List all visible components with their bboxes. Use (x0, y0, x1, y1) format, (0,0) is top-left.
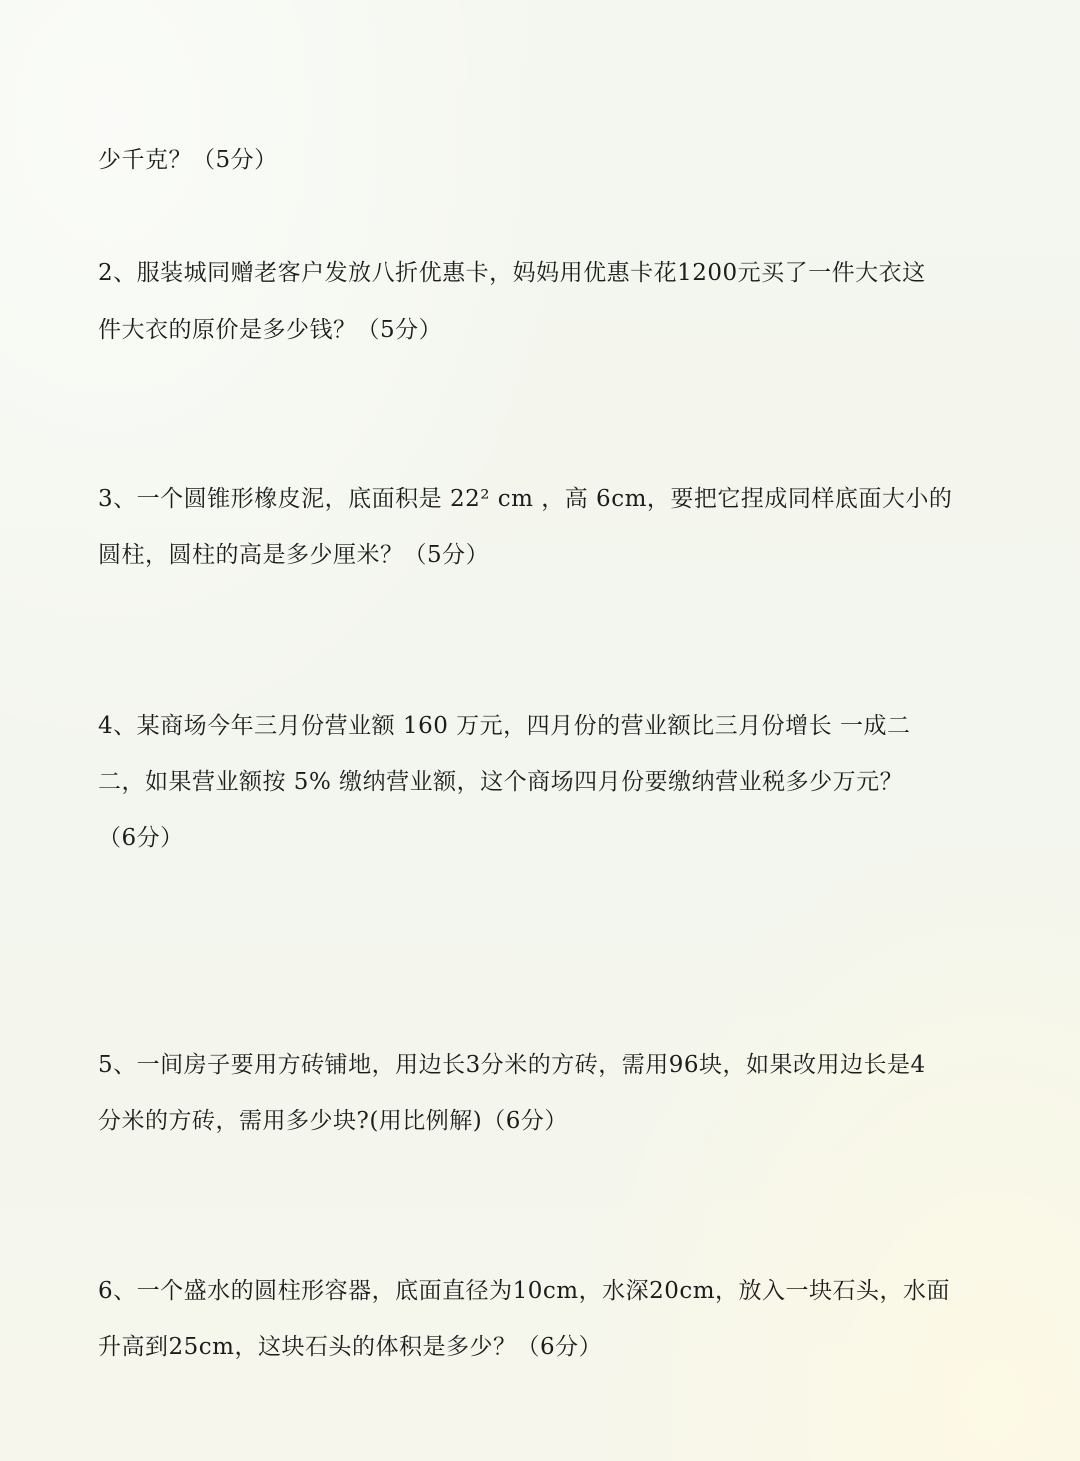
question-6-line-2: 升高到25cm，这块石头的体积是多少？（6分） (98, 1334, 603, 1360)
question-5-line-1: 5、一间房子要用方砖铺地，用边长3分米的方砖，需用96块，如果改用边长是4 (98, 1052, 926, 1078)
question-3-line-2: 圆柱，圆柱的高是多少厘米？（5分） (98, 542, 490, 568)
question-4-line-3: （6分） (98, 825, 184, 851)
question-2-line-2: 件大衣的原价是多少钱？（5分） (98, 317, 443, 343)
question-2-line-1: 2、服装城同赠老客户发放八折优惠卡，妈妈用优惠卡花1200元买了一件大衣这 (98, 260, 926, 286)
question-5-line-2: 分米的方砖，需用多少块?(用比例解)（6分） (98, 1108, 568, 1134)
question-6-line-1: 6、一个盛水的圆柱形容器，底面直径为10cm，水深20cm，放入一块石头，水面 (98, 1278, 951, 1304)
question-3-line-1: 3、一个圆锥形橡皮泥，底面积是 22² cm ，高 6cm，要把它捏成同样底面大小的 (98, 486, 953, 512)
question-4-line-1: 4、某商场今年三月份营业额 160 万元，四月份的营业额比三月份增长 一成二 (98, 713, 911, 739)
question-1-line-1: 少千克？（5分） (98, 147, 278, 173)
question-4-line-2: 二，如果营业额按 5% 缴纳营业额，这个商场四月份要缴纳营业税多少万元？ (98, 769, 904, 795)
